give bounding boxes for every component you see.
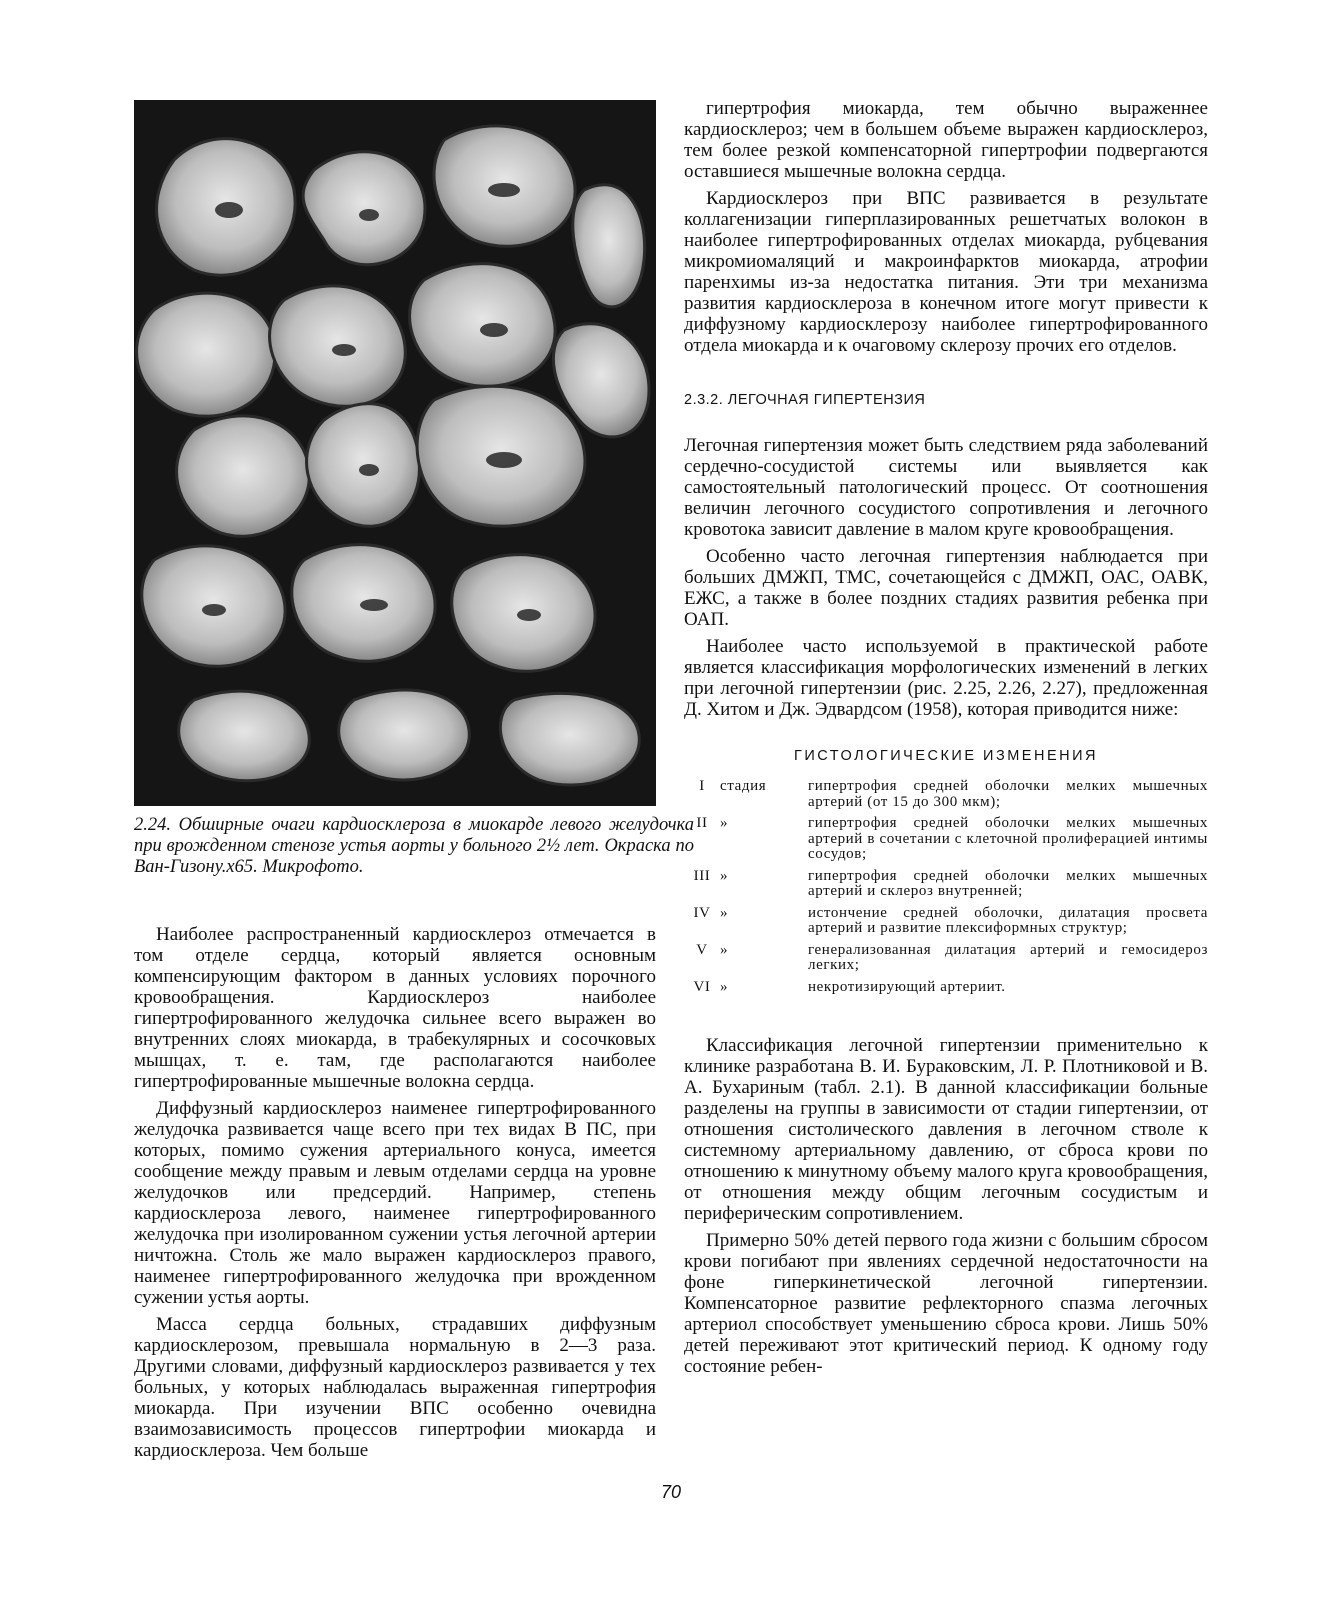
figure-caption: 2.24. Обширные очаги кардиосклероза в миокарде левого желудочка при врожденном стенозе устья аорты у больного 2½ лет. Окраска по Ван-Гизону.х65. Микрофото.	[134, 815, 694, 877]
stage-number: I	[699, 778, 705, 794]
table-title: ГИСТОЛОГИЧЕСКИЕ ИЗМЕНЕНИЯ	[794, 748, 1098, 764]
page-number: 70	[660, 1482, 682, 1502]
stage-description: истончение средней оболочки, дилатация просвета артерий и развитие плексиформных структур;	[808, 904, 1208, 936]
paragraph: гипертрофия миокарда, тем обычно выраженнее кардиосклероз; чем в большем объеме выражен кардиосклероз, тем более резкой компенсаторной гипертрофии подвергаются оставшиеся мышечные волокна сердца.	[684, 98, 1208, 182]
stage-number: V	[696, 941, 708, 958]
stage-mark: »	[720, 978, 729, 995]
stage-description: гипертрофия средней оболочки мелких мышечных артерий и склероз внутренней;	[808, 867, 1208, 899]
stage-mark: »	[720, 904, 729, 921]
left-column	[134, 924, 656, 1467]
stage-mark: »	[720, 941, 729, 958]
stage-description: генерализованная дилатация артерий и гемосидероз легких;	[808, 941, 1208, 973]
stage-description: гипертрофия средней оболочки мелких мышечных артерий в сочетании с клеточной пролиферацией интимы сосудов;	[808, 815, 1208, 862]
table-row	[684, 943, 1208, 980]
table-row	[684, 906, 1208, 943]
table-row	[684, 980, 1208, 1002]
stages-table	[684, 779, 1208, 1001]
stage-number: III	[693, 867, 711, 884]
paragraph: Масса сердца больных, страдавших диффузным кардиосклерозом, превышала нормальную в 2—3 раза. Другими словами, диффузный кардиосклероз развивается у тех больных, у которых наблюдалась выраженная гипертрофия миокарда. При изучении ВПС особенно очевидна взаимозависимость процессов гипертрофии миокарда и кардиосклероза. Чем больше	[134, 1314, 656, 1461]
micrograph-image	[134, 100, 656, 806]
paragraph: Легочная гипертензия может быть следствием ряда заболеваний сердечно-сосудистой системы или выявляется как самостоятельный патологический процесс. От соотношения величин легочного сосудистого сопротивления и легочного кровотока зависит давление в малом круге кровообращения.	[684, 435, 1208, 540]
section-heading: 2.3.2. ЛЕГОЧНАЯ ГИПЕРТЕНЗИЯ	[684, 392, 926, 408]
stage-number: IV	[693, 904, 711, 921]
right-column	[684, 98, 1208, 1383]
paragraph: Примерно 50% детей первого года жизни с большим сбросом крови погибают при явлениях сердечной недостаточности на фоне гиперкинетической легочной гипертензии. Компенсаторное развитие рефлекторного спазма легочных артериол способствует уменьшению сброса крови. Лишь 50% детей переживают этот критический период. К одному году состояние ребен-	[684, 1230, 1208, 1377]
paragraph: Диффузный кардиосклероз наименее гипертрофированного желудочка развивается чаще всего при тех видах В ПС, при которых, помимо сужения артериального конуса, имеется сообщение между правым и левым отделами сердца на уровне желудочков или предсердий. Например, степень кардиосклероза левого, наименее гипертрофированного желудочка при изолированном сужении устья легочной артерии ничтожна. Столь же мало выражен кардиосклероз правого, наименее гипертрофированного желудочка при врожденном сужении устья аорты.	[134, 1098, 656, 1308]
micrograph-figure	[134, 100, 656, 806]
paragraph: Наиболее распространенный кардиосклероз отмечается в том отделе сердца, который является основным компенсирующим фактором в данных условиях порочного кровообращения. Кардиосклероз наиболее гипертрофированного желудочка сильнее всего выражен во внутренних слоях миокарда, в трабекулярных и сосочковых мышцах, т. е. там, где располагаются наиболее гипертрофированные мышечные волокна сердца.	[134, 924, 656, 1092]
stage-description: некротизирующий артериит.	[808, 978, 1006, 995]
stage-number: II	[696, 815, 708, 831]
paragraph: Наиболее часто используемой в практической работе является классификация морфологических изменений в легких при легочной гипертензии (рис. 2.25, 2.26, 2.27), предложенная Д. Хитом и Дж. Эдвардсом (1958), которая приводится ниже:	[684, 636, 1208, 720]
stage-mark: »	[720, 815, 729, 831]
paragraph: Кардиосклероз при ВПС развивается в результате коллагенизации гиперплазированных решетчатых волокон в наиболее гипертрофированных отделах миокарда, рубцевания микромиомаляций и макроинфарктов миокарда, атрофии паренхимы из-за недостатка питания. Эти три механизма развития кардиосклероза в конечном итоге могут привести к диффузному кардиосклерозу наиболее гипертрофированного отдела миокарда и к очаговому склерозу прочих его отделов.	[684, 188, 1208, 356]
table-row	[684, 816, 1208, 869]
paragraph: Классификация легочной гипертензии применительно к клинике разработана В. И. Бураковским, Л. Р. Плотниковой и В. А. Бухариным (табл. 2.1). В данной классификации больные разделены на группы в зависимости от стадии гипертензии, от отношения систолического давления в легочном стволе к системному артериальному давлению, от сброса крови по отношению к минутному объему малого круга кровообращения, от отношения между общим легочным сосудистым и периферическим сопротивлением.	[684, 1035, 1208, 1224]
stage-mark: стадия	[720, 778, 767, 794]
stage-mark: »	[720, 867, 729, 884]
paragraph: Особенно часто легочная гипертензия наблюдается при больших ДМЖП, ТМС, сочетающейся с ДМЖП, ОАС, ОАВК, ЕЖС, а также в более поздних стадиях развития ребенка при ОАП.	[684, 546, 1208, 630]
table-row	[684, 779, 1208, 816]
table-row	[684, 869, 1208, 906]
stage-number: VI	[693, 978, 711, 995]
stage-description: гипертрофия средней оболочки мелких мышечных артерий (от 15 до 300 мкм);	[808, 778, 1208, 810]
